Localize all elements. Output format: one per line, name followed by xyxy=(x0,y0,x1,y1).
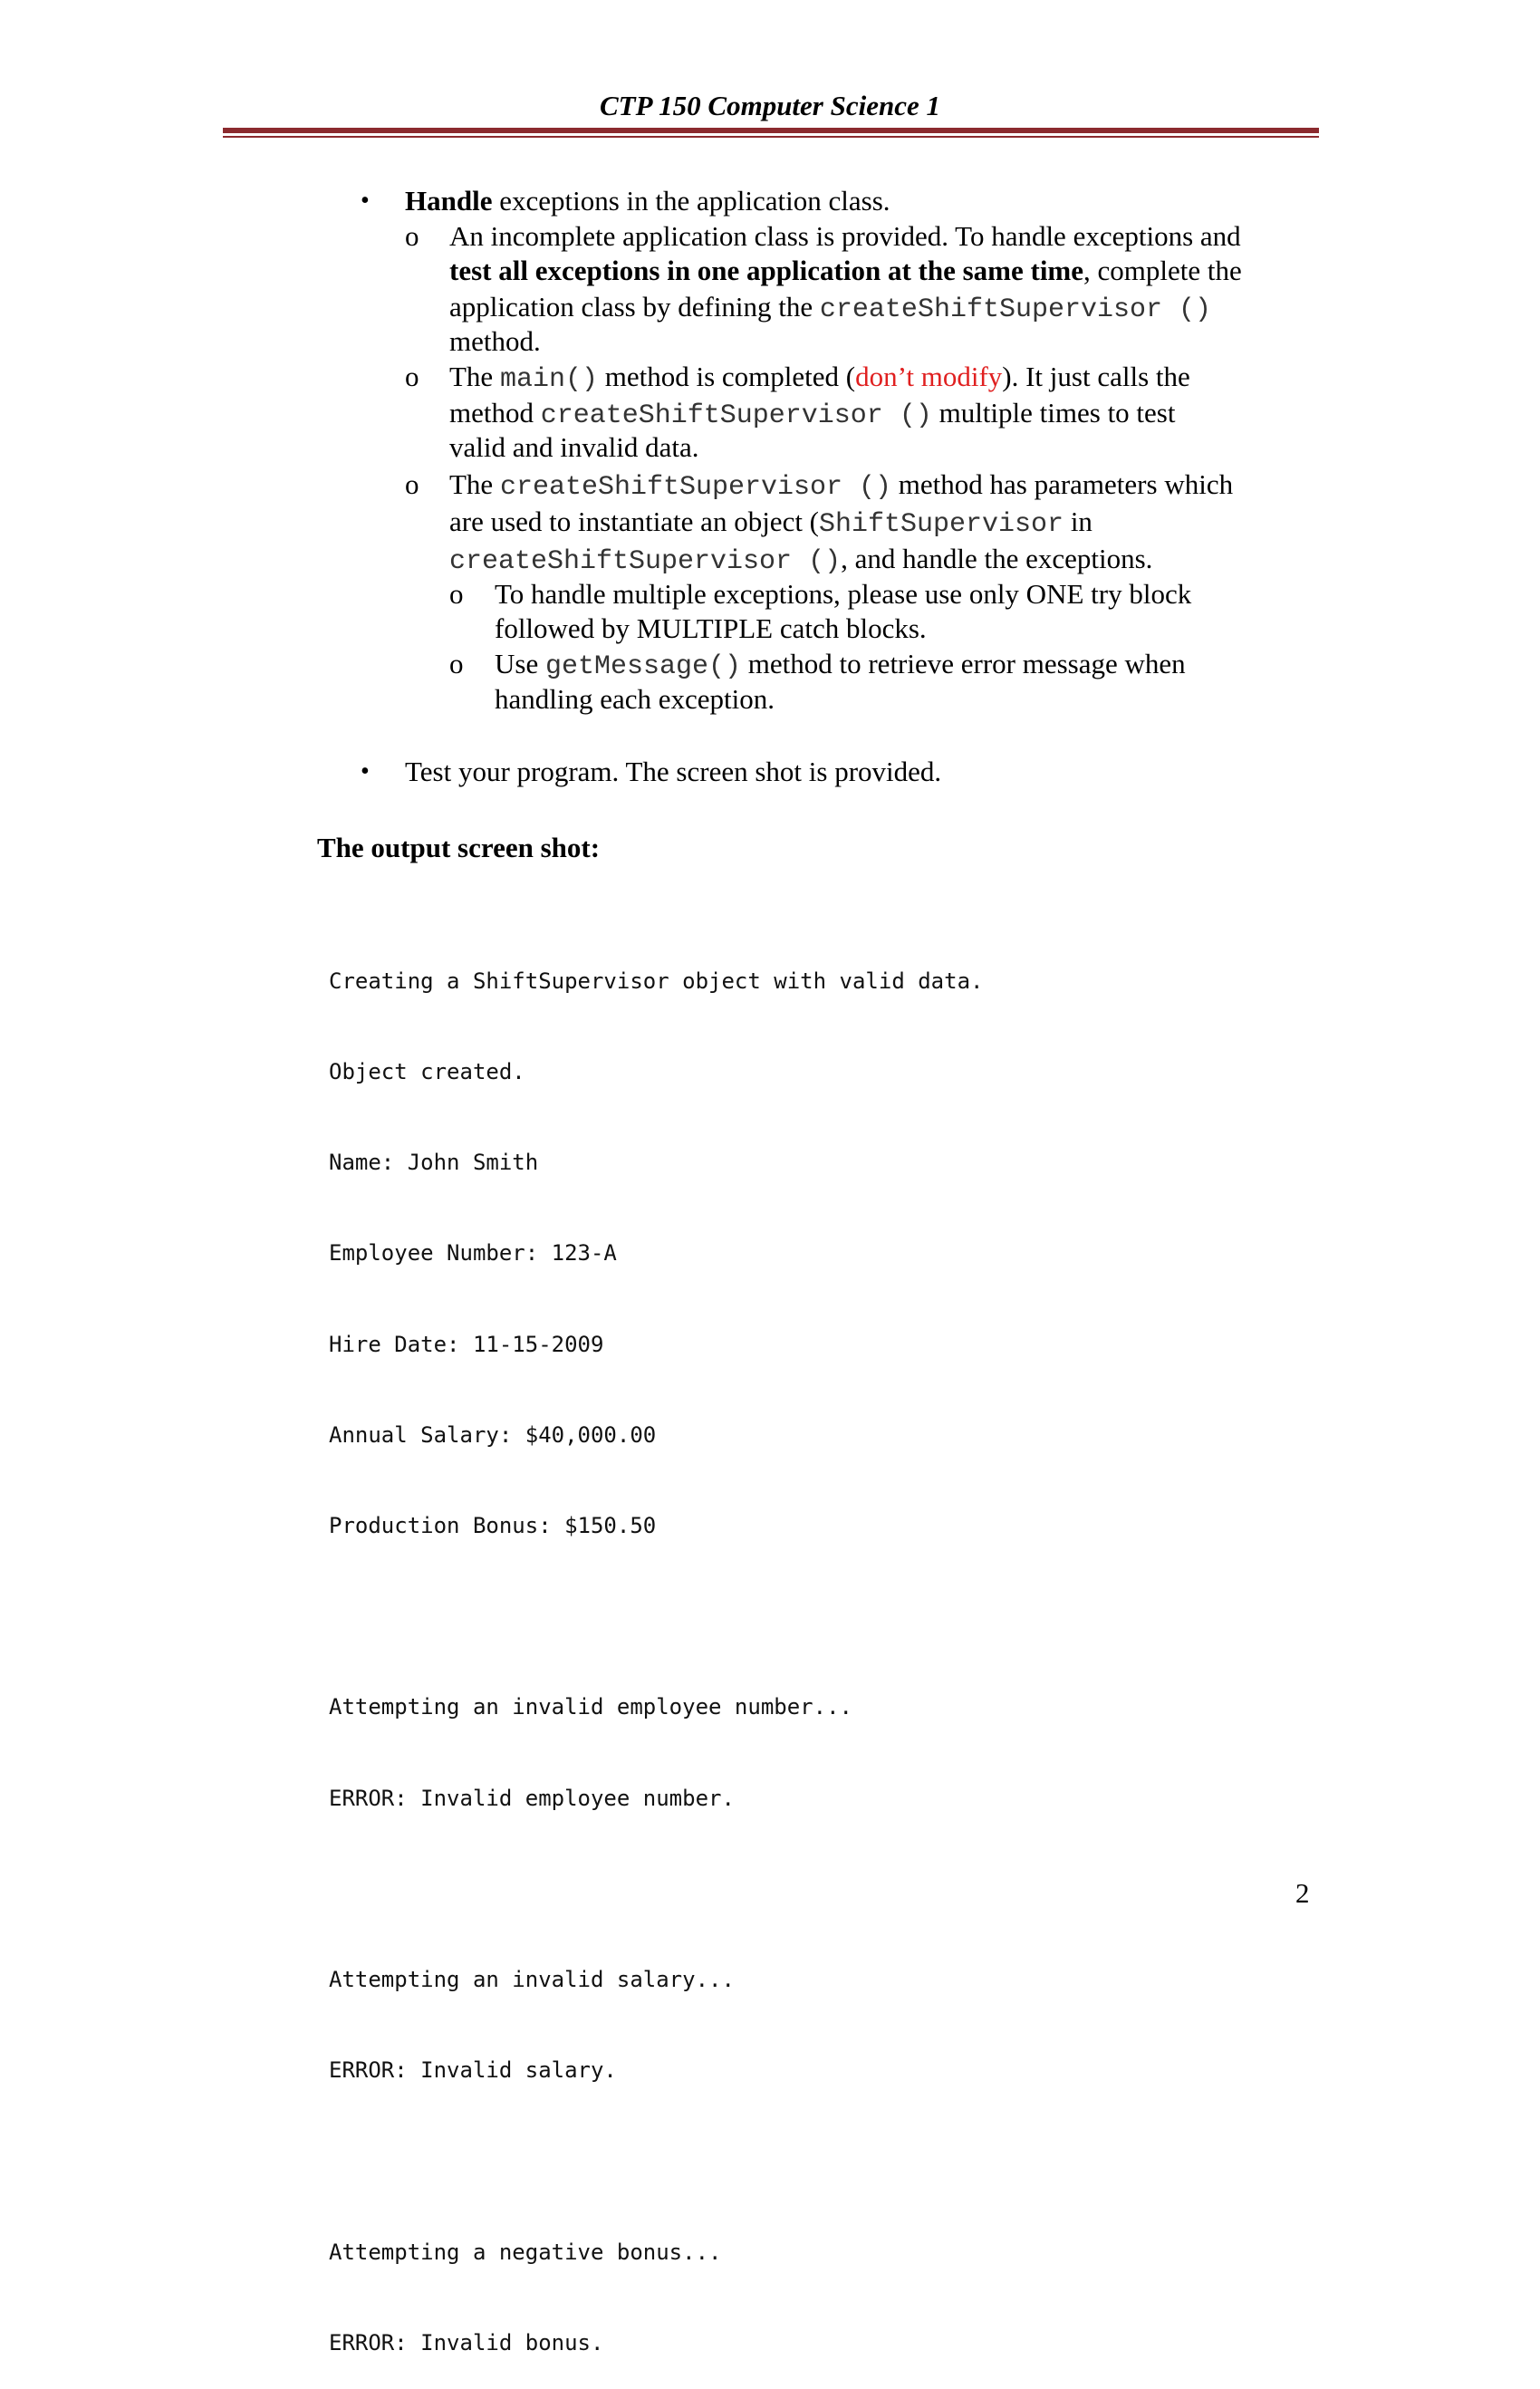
sub1-line2 xyxy=(449,254,1242,288)
console-line: Employee Number: 123-A xyxy=(329,1240,617,1267)
sub3-line3 xyxy=(449,542,1152,579)
sub1-line3 xyxy=(449,290,1211,327)
sub5-code: getMessage() xyxy=(544,651,742,682)
sub2-line3: valid and invalid data. xyxy=(449,431,699,463)
sub3-l1-b: method has parameters which xyxy=(891,468,1234,500)
console-line xyxy=(329,1874,983,1904)
header-rule-thin xyxy=(223,136,1319,138)
sub2-l1-a: The xyxy=(449,361,500,392)
console-line: ERROR: Invalid employee number. xyxy=(329,1785,735,1811)
sub3-l1-a: The xyxy=(449,468,500,500)
console-line: Attempting a negative bonus... xyxy=(329,2239,722,2265)
sub2-code: createShiftSupervisor () xyxy=(540,400,932,431)
sub2-line1 xyxy=(449,360,1190,397)
bullet1-lead-bold: Handle xyxy=(405,185,493,217)
console-line: Name: John Smith xyxy=(329,1150,539,1176)
console-line: Attempting an invalid salary... xyxy=(329,1967,735,1993)
sub1-code: createShiftSupervisor () xyxy=(819,294,1211,325)
bullet1-lead-rest: exceptions in the application class. xyxy=(492,185,890,217)
sub5-line1 xyxy=(495,647,1186,684)
sub2-l2-a: method xyxy=(449,397,541,429)
sub2-line2 xyxy=(449,396,1175,433)
bullet1-line xyxy=(405,184,890,218)
sub-bullet-circle-icon: o xyxy=(405,468,419,500)
sub-bullet-circle-icon: o xyxy=(405,361,419,392)
console-line: Annual Salary: $40,000.00 xyxy=(329,1421,657,1448)
sub-bullet-circle-icon: o xyxy=(449,578,464,610)
console-line: Production Bonus: $150.50 xyxy=(329,1513,657,1539)
sub3-l2-a: are used to instantiate an object ( xyxy=(449,506,820,537)
console-line xyxy=(329,2146,983,2176)
page-header-title: CTP 150 Computer Science 1 xyxy=(600,90,940,121)
sub2-main-code: main() xyxy=(499,364,598,395)
sub1-line2-rest: , complete the xyxy=(1083,255,1242,286)
bullet-dot-icon: • xyxy=(361,187,370,215)
sub1-bold-text: test all exceptions in one application at the same time xyxy=(449,255,1084,286)
header-rule-thick xyxy=(223,128,1319,133)
sub2-l1-b: method is completed ( xyxy=(597,361,856,392)
sub2-l2-b: multiple times to test xyxy=(931,397,1176,429)
sub3-line2 xyxy=(449,505,1092,542)
sub-bullet-circle-icon: o xyxy=(449,648,464,679)
console-output xyxy=(329,906,983,2389)
section-title: The output screen shot: xyxy=(317,832,601,863)
sub-bullet-circle-icon: o xyxy=(405,220,419,252)
sub4-line1: To handle multiple exceptions, please use only ONE try block xyxy=(495,578,1192,610)
console-line xyxy=(329,1602,983,1632)
sub3-l3-b: , and handle the exceptions. xyxy=(841,543,1153,574)
console-line: ERROR: Invalid bonus. xyxy=(329,2329,604,2355)
console-line: Attempting an invalid employee number... xyxy=(329,1694,852,1720)
sub3-code-2: createShiftSupervisor () xyxy=(449,546,842,577)
console-line: Object created. xyxy=(329,1059,525,1085)
bullet-dot-icon: • xyxy=(361,757,370,785)
sub5-l1-b: method to retrieve error message when xyxy=(741,648,1186,679)
bullet2-line: Test your program. The screen shot is provided. xyxy=(405,756,942,787)
sub1-line3-text: application class by defining the xyxy=(449,291,820,323)
sub3-class-code: ShiftSupervisor xyxy=(819,509,1064,540)
sub5-l1-a: Use xyxy=(495,648,545,679)
console-line: Hire Date: 11-15-2009 xyxy=(329,1331,604,1357)
console-line: Creating a ShiftSupervisor object with valid data. xyxy=(329,968,984,994)
console-line: ERROR: Invalid salary. xyxy=(329,2057,617,2084)
sub1-line4: method. xyxy=(449,325,541,357)
sub5-line2: handling each exception. xyxy=(495,683,775,715)
sub3-l2-b: in xyxy=(1064,506,1092,537)
sub2-l1-c: ). It just calls the xyxy=(1002,361,1190,392)
sub4-line2: followed by MULTIPLE catch blocks. xyxy=(495,612,927,644)
sub2-red-text: don’t modify xyxy=(855,361,1003,392)
sub3-line1 xyxy=(449,467,1233,505)
page-number: 2 xyxy=(1295,1877,1310,1909)
sub3-code: createShiftSupervisor () xyxy=(499,472,892,503)
sub1-line1: An incomplete application class is provided. To handle exceptions and xyxy=(449,220,1241,252)
